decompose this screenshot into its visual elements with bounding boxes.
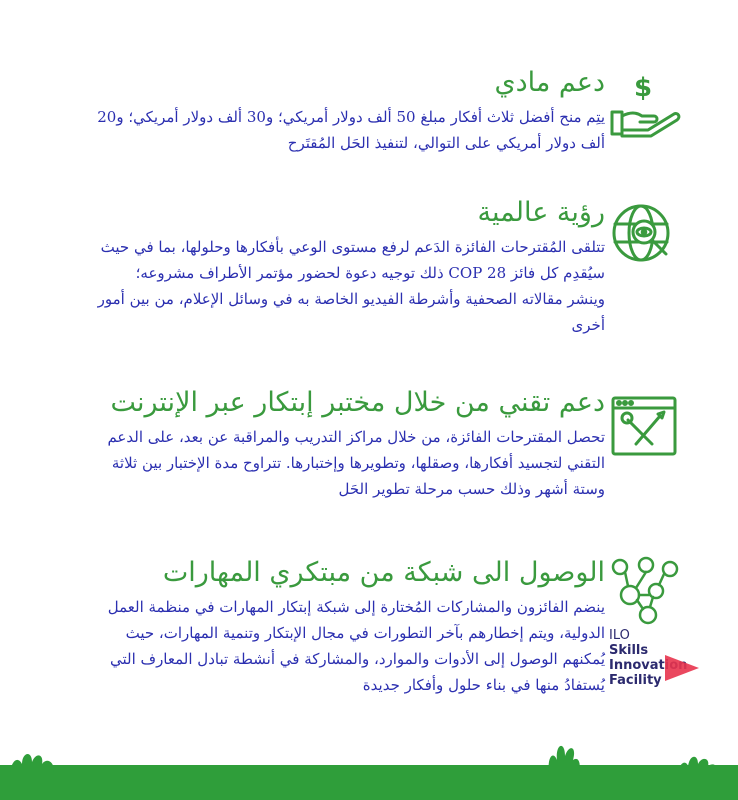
grass-ground xyxy=(0,765,738,800)
bush-left-icon xyxy=(8,748,56,772)
logo-line: Skills xyxy=(609,643,649,658)
section-body: تتلقى المُقترحات الفائزة الدَعم لرفع مستوى الوعي بأفكارها وحلولها، بما في حيث سيُقدِم كل فائز COP 28 ذلك توجيه دعوة لحضور مؤتمر الأطراف مشروعه؛ وينشر مقالاته الصحفية وأشرطة الفيديو الخاصة به في وسائل الإعلام، من بين أمور أخرى xyxy=(97,238,605,334)
bush-right-icon xyxy=(676,750,720,772)
section-technical-support xyxy=(95,386,605,502)
section-title: دعم تقني من خلال مختبر إبتكار عبر الإنترنت xyxy=(110,387,605,418)
section-skills-network xyxy=(95,556,605,698)
section-body: تحصل المقترحات الفائزة، من خلال مراكز التدريب والمراقبة عن بعد، على الدعم التقني لتجسيد أفكارها، وصقلها، وتطويرها وإختبارها. تتراوح مدة الإختبار بين ثلاثة وستة أشهر وذلك حسب مرحلة تطوير الحَل xyxy=(107,428,605,498)
logo-line: Facility xyxy=(609,673,662,688)
section-title: الوصول الى شبكة من مبتكري المهارات xyxy=(162,557,605,588)
globe-eye-icon xyxy=(608,200,682,274)
section-title: دعم مادي xyxy=(494,67,605,98)
section-title: رؤية عالمية xyxy=(477,197,605,228)
section-financial-support xyxy=(95,66,605,156)
section-global-visibility xyxy=(95,196,605,338)
money-hand-icon xyxy=(608,70,682,144)
ilo-skills-innovation-logo xyxy=(609,628,719,688)
svg-text:$: $ xyxy=(634,73,653,103)
network-people-icon xyxy=(608,555,682,629)
section-body: ينضم الفائزون والمشاركات المُختارة إلى شبكة إبتكار المهارات في منظمة العمل الدولية، ويتم إخطارهم بآخر التطورات في مجال الإبتكار وتنمية المهارات، حيث يُمكنهم الوصول إلى الأدوات والموارد، والمشاركة في أنشطة تبادل المعارف التي يُستفادُ منها في بناء حلول وأفكار جديدة xyxy=(107,598,605,694)
tools-window-icon xyxy=(608,390,682,464)
logo-triangle-icon xyxy=(665,655,699,681)
bush-center-icon xyxy=(545,738,581,772)
logo-line: ILO xyxy=(609,628,630,643)
section-body: يتِم منح أفضل ثلاث أفكار مبلغ 50 ألف دولار أمريكي؛ و30 ألف دولار أمريكي؛ و20 ألف دولار أمريكي على التوالي، لتنفيذ الحَل المُقتَرح xyxy=(97,108,605,152)
logo-line: Innovation xyxy=(609,658,688,673)
